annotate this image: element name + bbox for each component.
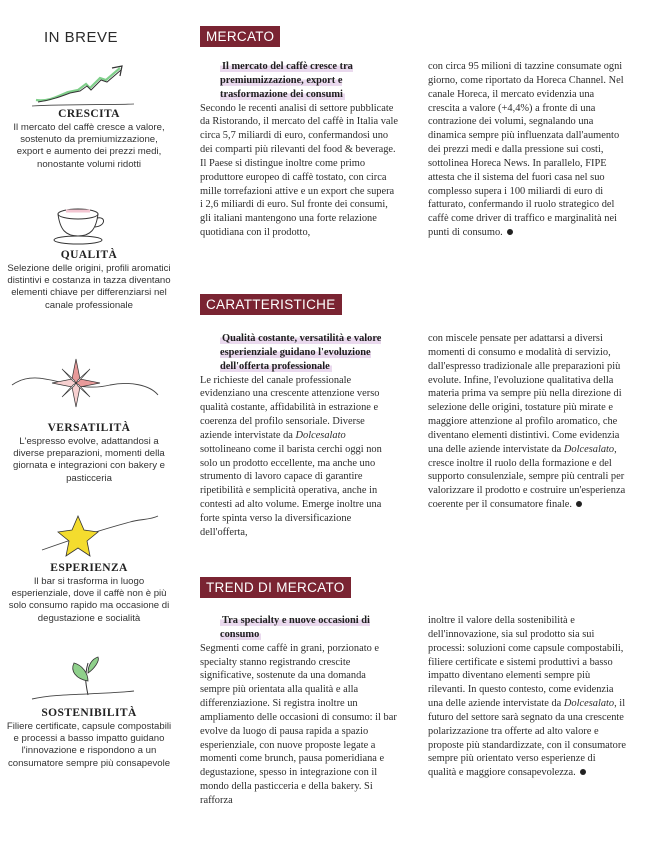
sidebar-item-sostenibilita <box>6 707 172 770</box>
trend-lead-wrap <box>220 614 385 642</box>
trend-lead: Tra specialty e nuove occasioni di consumo <box>220 615 370 640</box>
brand-name: Dolcesalato <box>563 443 615 455</box>
caratteristiche-body-1a: Le richieste del canale professionale evidenziano una crescente attenzione verso qualità costante, affidabilità in estrazione e coerenza del profilo sensoriale. Diverse aziende intervistate da <box>200 374 380 441</box>
mercato-column-2 <box>428 60 626 240</box>
sidebar-item-text: Il mercato del caffè cresce a valore, sostenuto da premiumizzazione, export e aumento dei prezzi medi, nonostante volumi ridotti <box>13 122 165 170</box>
brand-name: Dolcesalato <box>563 698 615 710</box>
sidebar-item-qualita <box>6 249 172 312</box>
mercato-body-1: Secondo le recenti analisi di settore pubblicate da Ristorando, il mercato del caffè in Italia vale circa 5,7 miliardi di euro, confermandosi uno dei comparti più rilevanti del food & beverage. Il Paese si distingue inoltre come primo produttore europeo di caffè tostato, con circa mille torrefazioni attive e un export che supera i 2,6 miliardi di euro. Sul fronte dei consumi, gli italiani mantengono una forte relazione quotidiana con il prodotto, <box>200 102 399 239</box>
sidebar-item-heading: VERSATILITÀ <box>47 422 131 434</box>
section-title-trend: TREND DI MERCATO <box>200 577 351 598</box>
sidebar-in-breve <box>0 0 178 845</box>
caratteristiche-column-2 <box>428 332 626 512</box>
brand-name: Dolcesalato <box>295 429 346 441</box>
end-bullet <box>576 501 582 507</box>
end-bullet <box>507 229 513 235</box>
compass-rose-icon <box>10 355 160 417</box>
sidebar-item-crescita <box>6 108 172 171</box>
mercato-column-1 <box>200 60 398 240</box>
section-title-mercato: MERCATO <box>200 26 280 47</box>
leaf-sprout-icon <box>28 655 138 703</box>
sidebar-item-heading: SOSTENIBILITÀ <box>41 707 137 719</box>
sidebar-item-heading: ESPERIENZA <box>50 562 128 574</box>
trend-body-2b: , il futuro del settore sarà segnato da una crescente polarizzazione tra offerte ad alto valore e proposte più standardizzate, con il consumatore sempre più orientato verso esperienze di qualità e maggiore consapevolezza. <box>428 698 626 779</box>
trend-column-1 <box>200 614 398 808</box>
caratteristiche-body-1b: sottolineano come il barista cerchi oggi non solo un prodotto eccellente, ma anche uno strumento di lavoro capace di garantire ripetibilità e semplicità operativa, anche in contesti ad alto volume. Emerge inoltre una forte spinta verso la diversificazione dell'offerta, <box>200 443 382 538</box>
coffee-cup-icon <box>52 200 110 246</box>
section-title-caratteristiche: CARATTERISTICHE <box>200 294 342 315</box>
trend-body-1: Segmenti come caffè in grani, porzionato e specialty stanno registrando crescite significative, sostenute da una domanda sempre più orientata alla qualità e alla differenziazione. Si registra inoltre un ampliamento delle occasioni di consumo: il bar evolve da luogo di pausa rapida a spazio esperienziale, con nuove proposte legate a momenti come brunch, pausa pomeridiana e degustazione, spesso in integrazione con il mondo della pasticceria e della bakery. Si rafforza <box>200 642 397 806</box>
star-icon <box>40 510 160 562</box>
growth-arrow-icon <box>28 60 138 110</box>
sidebar-item-versatilita <box>6 422 172 485</box>
mercato-lead: Il mercato del caffè cresce tra premiumizzazione, export e trasformazione dei consumi <box>220 61 353 100</box>
sidebar-item-text: Filiere certificate, capsule compostabili e processi a basso impatto guidano l'innovazione e rispondono a un consumatore sempre più consapevole <box>6 721 172 769</box>
end-bullet <box>580 769 586 775</box>
caratteristiche-lead: Qualità costante, versatilità e valore esperienziale guidano l'evoluzione dell'offerta professionale <box>220 333 382 372</box>
caratteristiche-lead-wrap <box>220 332 398 374</box>
caratteristiche-body-2a: con miscele pensate per adattarsi a diversi momenti di consumo e modalità di servizio, dall'espresso tradizionale alle preparazioni più evolute. Infine, l'evoluzione qualitativa della materia prima va sempre più nella direzione di selezione delle origini, tostature più mirate e maggiore attenzione al profilo aromatico, che diventano elementi distintivi. Come evidenzia una delle aziende intervistate da <box>428 333 622 455</box>
sidebar-item-heading: QUALITÀ <box>60 249 118 261</box>
sidebar-item-heading: CRESCITA <box>58 108 120 120</box>
sidebar-item-text: Selezione delle origini, profili aromatici distintivi e costanza in tazza diventano elementi chiave per differenziarsi nel canale professionale <box>7 263 171 311</box>
sidebar-title: IN BREVE <box>44 29 119 46</box>
sidebar-item-text: L'espresso evolve, adattandosi a diverse preparazioni, momenti della giornata e integrazioni con bakery e pasticceria <box>13 436 165 484</box>
trend-body-2a: inoltre il valore della sostenibilità e dell'innovazione, sia sul prodotto sia sui processi: soluzioni come capsule compostabili, filiere certificate e sistemi produttivi a basso impatto diventano elementi sempre più rilevanti. In questo contesto, come evidenzia una delle aziende intervistate da <box>428 615 624 710</box>
mercato-lead-wrap <box>220 60 370 102</box>
sidebar-item-text: Il bar si trasforma in luogo esperienziale, dove il caffè non è più solo consumo rapido ma occasione di degustazione e socialità <box>8 576 170 624</box>
mercato-body-2: con circa 95 milioni di tazzine consumate ogni giorno, come riportato da Horeca Channel. Nel canale Horeca, il mercato evidenzia una crescita a valore (+4,4%) a fronte di una contrazione dei volumi, segnalando una dinamica sempre più influenzata dall'aumento dei prezzi medi e dalla pressione sui costi, sottolinea Horeca News. In parallelo, FIPE attesta che il sistema del fuori casa nel suo complesso supera i 100 miliardi di euro di fatturato, confermando il ruolo strategico del caffè come driver di traffico e marginalità nei punti di consumo. <box>428 61 624 239</box>
caratteristiche-column-1 <box>200 332 398 540</box>
caratteristiche-body-2b: , cresce inoltre il ruolo della formazione e del supporto consulenziale, sempre più centrali per valorizzare il prodotto e costruire un'esperienza coerente per il consumatore finale. <box>428 443 626 511</box>
sidebar-item-esperienza <box>6 562 172 625</box>
trend-column-2 <box>428 614 626 780</box>
